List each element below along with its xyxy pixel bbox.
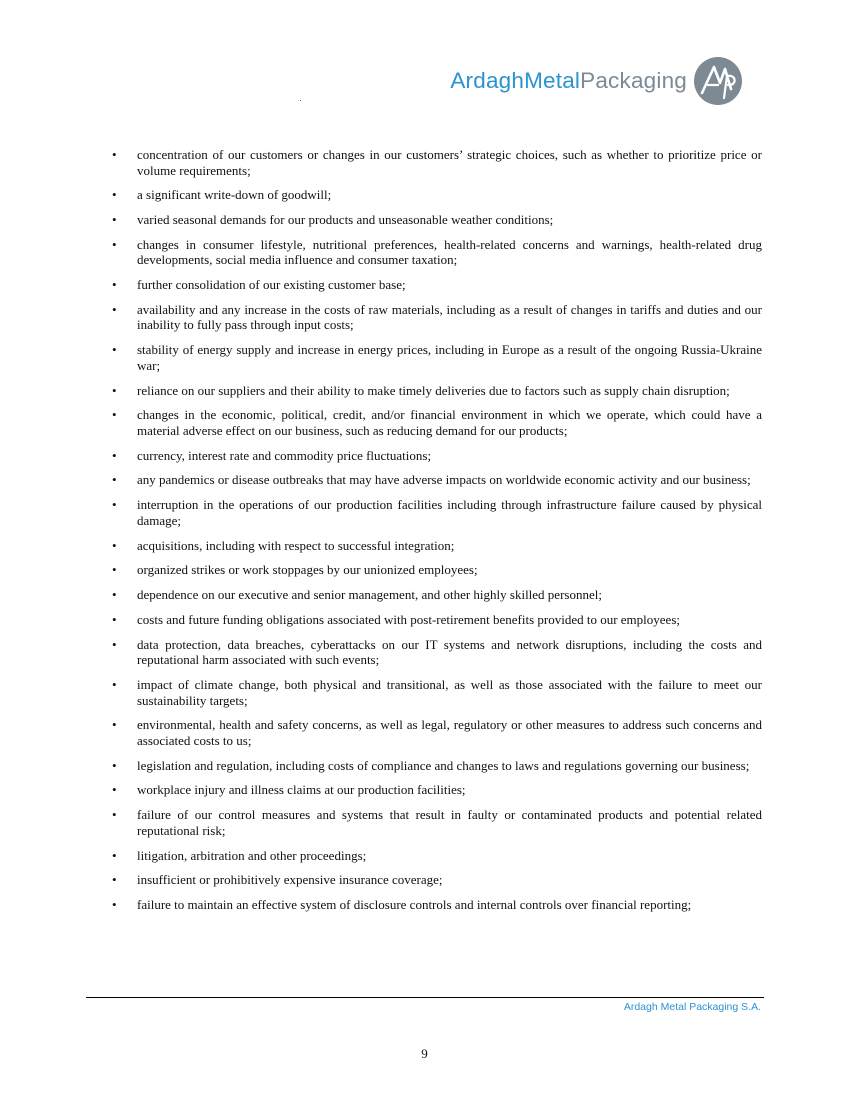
list-item: • data protection, data breaches, cyberattacks on our IT systems and network disruptions, including the costs and reputational harm associated with such events;: [112, 637, 762, 668]
list-item: • acquisitions, including with respect to successful integration;: [112, 538, 762, 554]
list-item: • any pandemics or disease outbreaks that may have adverse impacts on worldwide economic activity and our business;: [112, 472, 762, 488]
decorative-dot: [300, 100, 301, 101]
list-item: • insufficient or prohibitively expensive insurance coverage;: [112, 872, 762, 888]
list-item: • availability and any increase in the costs of raw materials, including as a result of changes in tariffs and duties and our inability to fully pass through input costs;: [112, 302, 762, 333]
risk-factors-list: [112, 147, 762, 922]
logo-word-packaging: Packaging: [580, 67, 687, 93]
list-item: • impact of climate change, both physical and transitional, as well as those associated with the failure to meet our sustainability targets;: [112, 677, 762, 708]
footer-company-name: Ardagh Metal Packaging S.A.: [623, 1001, 761, 1013]
list-item: • environmental, health and safety concerns, as well as legal, regulatory or other measures to address such concerns and associated costs to us;: [112, 717, 762, 748]
list-item: • interruption in the operations of our production facilities including through infrastructure failure caused by physical damage;: [112, 497, 762, 528]
list-item: • stability of energy supply and increase in energy prices, including in Europe as a result of the ongoing Russia-Ukraine war;: [112, 342, 762, 373]
list-item: • reliance on our suppliers and their ability to make timely deliveries due to factors such as supply chain disruption;: [112, 383, 762, 399]
list-item: • litigation, arbitration and other proceedings;: [112, 848, 762, 864]
list-item: • failure to maintain an effective system of disclosure controls and internal controls over financial reporting;: [112, 897, 762, 913]
company-logo: [450, 54, 743, 108]
footer-divider: [86, 997, 764, 998]
list-item: • varied seasonal demands for our products and unseasonable weather conditions;: [112, 212, 762, 228]
page-number: 9: [421, 1046, 428, 1061]
logo-word-metal: Metal: [524, 67, 581, 93]
list-item: • concentration of our customers or changes in our customers’ strategic choices, such as whether to prioritize price or volume requirements;: [112, 147, 762, 178]
list-item: • currency, interest rate and commodity price fluctuations;: [112, 448, 762, 464]
list-item: • changes in consumer lifestyle, nutritional preferences, health-related concerns and warnings, health-related drug developments, social media influence and consumer taxation;: [112, 237, 762, 268]
amp-monogram-icon: [693, 56, 743, 106]
logo-wordmark: [450, 67, 687, 93]
list-item: • organized strikes or work stoppages by our unionized employees;: [112, 562, 762, 578]
list-item: • changes in the economic, political, credit, and/or financial environment in which we operate, which could have a material adverse effect on our business, such as reducing demand for our products;: [112, 407, 762, 438]
list-item: • costs and future funding obligations associated with post-retirement benefits provided to our employees;: [112, 612, 762, 628]
list-item: • a significant write-down of goodwill;: [112, 187, 762, 203]
list-item: • dependence on our executive and senior management, and other highly skilled personnel;: [112, 587, 762, 603]
list-item: • failure of our control measures and systems that result in faulty or contaminated products and potential related reputational risk;: [112, 807, 762, 838]
list-item: • further consolidation of our existing customer base;: [112, 277, 762, 293]
list-item: • workplace injury and illness claims at our production facilities;: [112, 782, 762, 798]
logo-word-ardagh: Ardagh: [450, 67, 525, 93]
list-item: • legislation and regulation, including costs of compliance and changes to laws and regulations governing our business;: [112, 758, 762, 774]
